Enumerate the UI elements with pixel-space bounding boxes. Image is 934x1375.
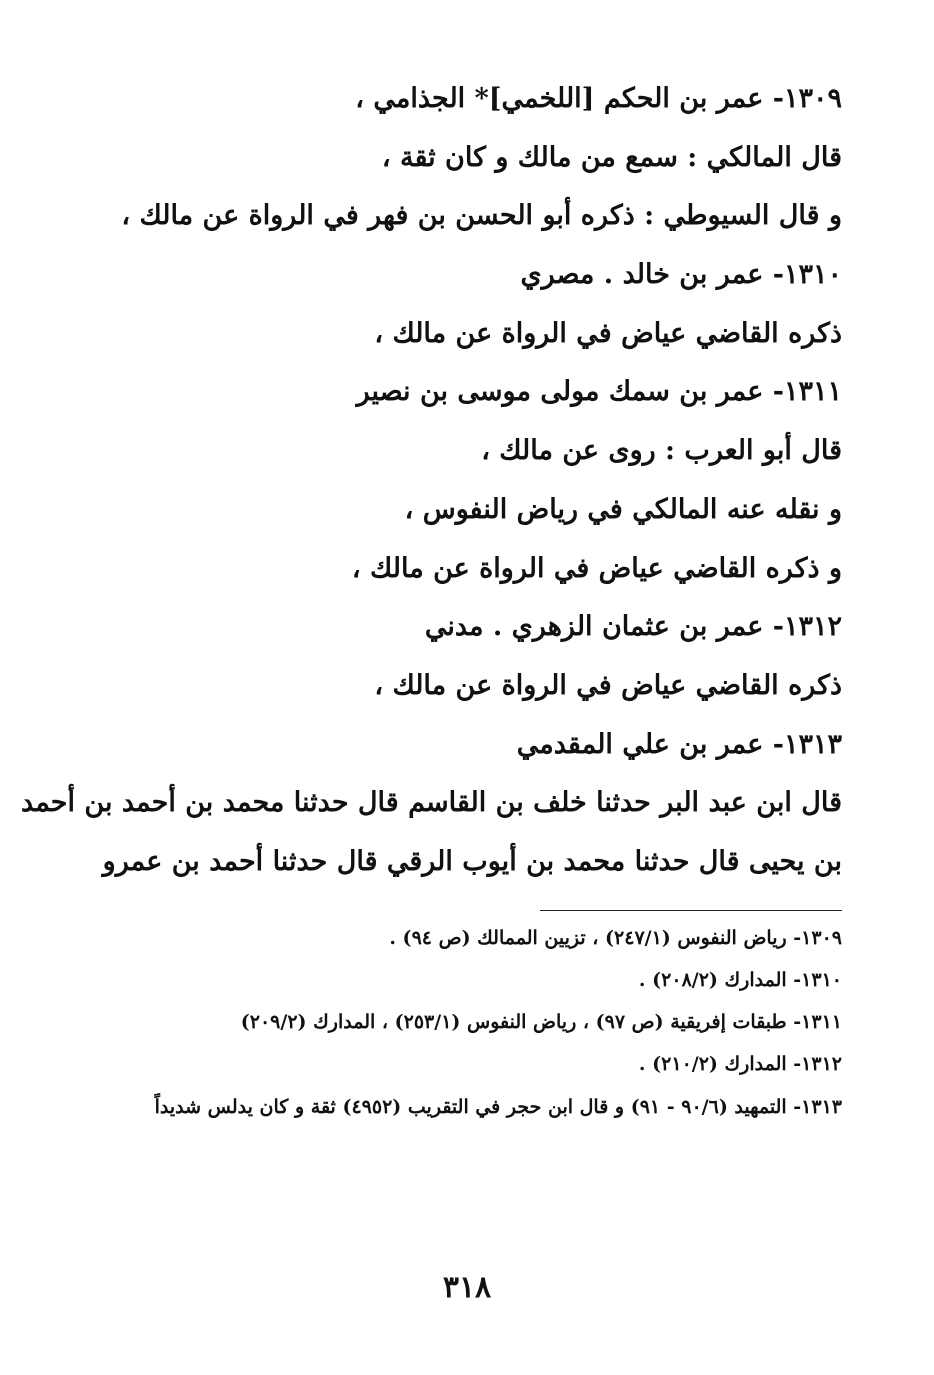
- entry-line-1311-title: ١٣١١- عمر بن سمك مولى موسى بن نصير: [356, 376, 842, 408]
- entry-line: بن يحيى قال حدثنا محمد بن أيوب الرقي قال حدثنا أحمد بن عمرو: [102, 845, 842, 877]
- entry-line: و ذكره القاضي عياض في الرواة عن مالك ،: [351, 552, 842, 584]
- footnote-1313: ١٣١٣- التمهيد (٩٠/٦ - ٩١) و قال ابن حجر في التقريب (٤٩٥٢) ثقة و كان يدلس شديداً: [154, 1096, 842, 1118]
- entry-line: و نقله عنه المالكي في رياض النفوس ،: [404, 493, 842, 525]
- footnote-1309: ١٣٠٩- رياض النفوس (٢٤٧/١) ، تزيين الممالك (ص ٩٤) .: [389, 927, 842, 949]
- entry-line-1312-title: ١٣١٢- عمر بن عثمان الزهري . مدني: [424, 611, 842, 643]
- entry-line: قال أبو العرب : روى عن مالك ،: [481, 435, 842, 467]
- entry-line: قال المالكي : سمع من مالك و كان ثقة ،: [381, 141, 842, 173]
- footnote-divider: [540, 910, 842, 911]
- footnote-1310: ١٣١٠- المدارك (٢٠٨/٢) .: [638, 969, 842, 991]
- page-number: ٣١٨: [442, 1270, 492, 1305]
- entry-line: و قال السيوطي : ذكره أبو الحسن بن فهر في الرواة عن مالك ،: [121, 200, 842, 232]
- entry-line-1309-title: ١٣٠٩- عمر بن الحكم [اللخمي]* الجذامي ،: [355, 83, 842, 114]
- footnote-1312: ١٣١٢- المدارك (٢١٠/٢) .: [638, 1053, 842, 1075]
- entry-line-1313-title: ١٣١٣- عمر بن علي المقدمي: [516, 728, 842, 760]
- entry-line: ذكره القاضي عياض في الرواة عن مالك ،: [374, 317, 842, 349]
- main-text: [21, 82, 842, 904]
- entry-line: ذكره القاضي عياض في الرواة عن مالك ،: [374, 669, 842, 701]
- footnotes: [110, 925, 842, 1142]
- entry-line-1310-title: ١٣١٠- عمر بن خالد . مصري: [520, 259, 842, 291]
- entry-line: قال ابن عبد البر حدثنا خلف بن القاسم قال حدثنا محمد بن أحمد بن أحمد: [21, 787, 842, 819]
- footnote-1311: ١٣١١- طبقات إفريقية (ص ٩٧) ، رياض النفوس (٢٥٣/١) ، المدارك (٢٠٩/٢): [240, 1011, 842, 1033]
